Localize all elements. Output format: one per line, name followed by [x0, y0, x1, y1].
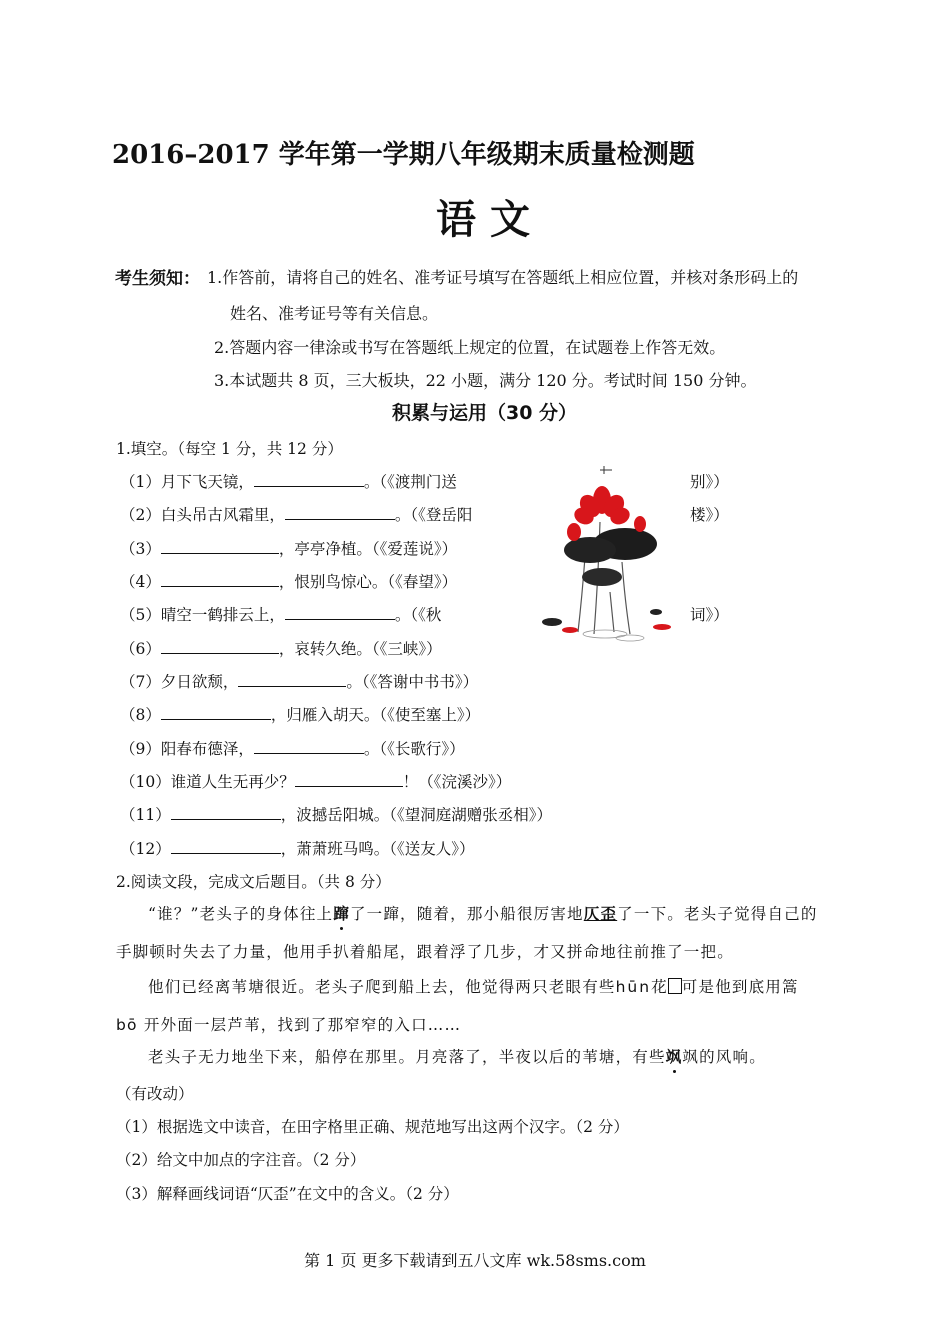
q1-item	[120, 637, 442, 659]
item-text: 。（《秋	[394, 606, 442, 624]
item-text: ，萧萧班马鸣。（《送友人》）	[280, 840, 475, 858]
q1-item	[120, 537, 457, 559]
q1-item	[120, 703, 480, 725]
passage-text: 花	[651, 978, 668, 996]
q1-item	[120, 770, 511, 792]
lotus-bud-icon	[567, 523, 581, 541]
notice-line-1: 1.作答前，请将自己的姓名、准考证号填写在答题纸上相应位置，并核对条形码上的	[207, 268, 799, 287]
item-number: （11）	[120, 806, 171, 824]
subject-title: 语文	[436, 196, 544, 243]
q2-subquestion: （1）根据选文中读音，在田字格里正确、规范地写出这两个汉字。（2 分）	[116, 1118, 629, 1136]
q1-item-tail: 词》）	[690, 606, 729, 624]
lotus-illustration-icon	[530, 462, 680, 647]
dotted-char: 飒	[665, 1047, 683, 1066]
lotus-bud-icon	[634, 516, 646, 532]
item-number: （5）	[120, 606, 161, 624]
section-title: 积累与运用（30 分）	[392, 402, 578, 424]
notice-line-2: 2.答题内容一律涂或书写在答题纸上规定的位置，在试题卷上作答无效。	[214, 338, 726, 357]
answer-blank[interactable]	[254, 470, 364, 487]
item-number: （4）	[120, 573, 161, 591]
item-text: 阳春布德泽，	[160, 740, 254, 758]
q1-item	[120, 503, 472, 525]
item-text: 夕日欲颓，	[160, 673, 239, 691]
passage-text: 可是他到底用篙	[681, 978, 799, 996]
item-number: （12）	[120, 840, 171, 858]
passage-text: 开外面一层芦苇，找到了那窄窄的入口……	[143, 1016, 462, 1034]
q1-item	[120, 603, 441, 625]
item-number: （7）	[120, 673, 161, 691]
dotted-char: 蹿	[333, 904, 350, 923]
answer-blank[interactable]	[171, 803, 281, 820]
answer-blank[interactable]	[254, 737, 364, 754]
answer-box[interactable]	[668, 978, 682, 994]
item-number: （2）	[120, 506, 161, 524]
q1-item	[120, 570, 457, 592]
q1-heading: 1.填空。（每空 1 分，共 12 分）	[116, 440, 343, 458]
answer-blank[interactable]	[161, 570, 279, 587]
passage-line	[116, 1013, 461, 1035]
passage-text: 飒的风响。	[682, 1048, 766, 1066]
q1-item	[120, 837, 475, 859]
dragonfly-icon	[600, 466, 612, 474]
notice-line-1b: 姓名、准考证号等有关信息。	[230, 304, 439, 323]
q1-item-tail: 别》）	[690, 473, 729, 491]
item-number: （8）	[120, 706, 161, 724]
answer-blank[interactable]	[285, 503, 395, 520]
lotus-leaf-icon	[564, 537, 616, 563]
answer-blank[interactable]	[161, 537, 279, 554]
item-text: ！（《浣溪沙》）	[402, 773, 512, 791]
item-text: 。（《答谢中书书》）	[346, 673, 479, 691]
item-text: 晴空一鹤排云上，	[160, 606, 285, 624]
item-number: （9）	[120, 740, 161, 758]
item-text: 。（《长歌行》）	[363, 740, 465, 758]
q1-item	[120, 670, 478, 692]
passage-paragraph	[148, 975, 799, 997]
pinyin: bō	[116, 1016, 138, 1034]
notice-line-3: 3.本试题共 8 页，三大板块，22 小题，满分 120 分。考试时间 150 分钟。	[214, 371, 757, 390]
passage-text: 了一蹿，随着，那小船很厉害地	[349, 905, 584, 923]
underlined-word: 仄歪	[583, 904, 618, 923]
item-text: 月下飞天镜，	[160, 473, 254, 491]
passage-text: 了一下。老头子觉得自己的	[617, 905, 818, 923]
notice-label: 考生须知：	[115, 269, 200, 289]
answer-blank[interactable]	[295, 770, 403, 787]
answer-blank[interactable]	[161, 637, 279, 654]
item-text: ，恨别鸟惊心。（《春望》）	[278, 573, 458, 591]
passage-text: 老头子无力地坐下来，船停在那里。月亮落了，半夜以后的苇塘，有些	[148, 1048, 666, 1066]
item-text: ，归雁入胡天。（《使至塞上》）	[270, 706, 481, 724]
q2-heading: 2.阅读文段，完成文后题目。（共 8 分）	[116, 873, 391, 891]
item-text: 。（《登岳阳	[394, 506, 473, 524]
q1-item	[120, 803, 552, 825]
answer-blank[interactable]	[171, 837, 281, 854]
passage-text: 他们已经离苇塘很近。老头子爬到船上去，他觉得两只老眼有些	[148, 978, 616, 996]
fish-icon	[542, 609, 671, 633]
pinyin: hūn	[615, 978, 652, 996]
lotus-leaf-icon	[582, 568, 622, 586]
answer-blank[interactable]	[238, 670, 346, 687]
passage-line: 手脚顿时失去了力量，他用手扒着船尾，跟着浮了几步，才又拼命地往前推了一把。	[116, 943, 734, 961]
item-text: 谁道人生无再少？	[170, 773, 295, 791]
page-footer: 第 1 页 更多下载请到五八文库 wk.58sms.com	[304, 1251, 646, 1270]
answer-blank[interactable]	[285, 603, 395, 620]
answer-blank[interactable]	[161, 703, 271, 720]
item-number: （1）	[120, 473, 161, 491]
passage-paragraph	[148, 902, 818, 924]
q2-subquestion: （3）解释画线词语“仄歪”在文中的含义。（2 分）	[116, 1185, 459, 1203]
q1-item	[120, 470, 457, 492]
passage-source: （有改动）	[116, 1085, 194, 1103]
passage-paragraph	[148, 1045, 766, 1067]
item-number: （3）	[120, 540, 161, 558]
item-text: 白头吊古风霜里，	[160, 506, 285, 524]
item-text: 。（《渡荆门送	[363, 473, 457, 491]
item-text: ，亭亭净植。（《爱莲说》）	[278, 540, 458, 558]
item-text: ，哀转久绝。（《三峡》）	[278, 640, 442, 658]
item-number: （10）	[120, 773, 171, 791]
item-number: （6）	[120, 640, 161, 658]
item-text: ，波撼岳阳城。（《望洞庭湖赠张丞相》）	[280, 806, 552, 824]
q1-item	[120, 737, 465, 759]
q2-subquestion: （2）给文中加点的字注音。（2 分）	[116, 1151, 366, 1169]
q1-item-tail: 楼》）	[690, 506, 729, 524]
exam-title: 2016–2017 学年第一学期八年级期末质量检测题	[112, 140, 695, 170]
passage-text: “谁？”老头子的身体往上	[148, 905, 334, 923]
lotus-flower-icon	[572, 486, 633, 527]
